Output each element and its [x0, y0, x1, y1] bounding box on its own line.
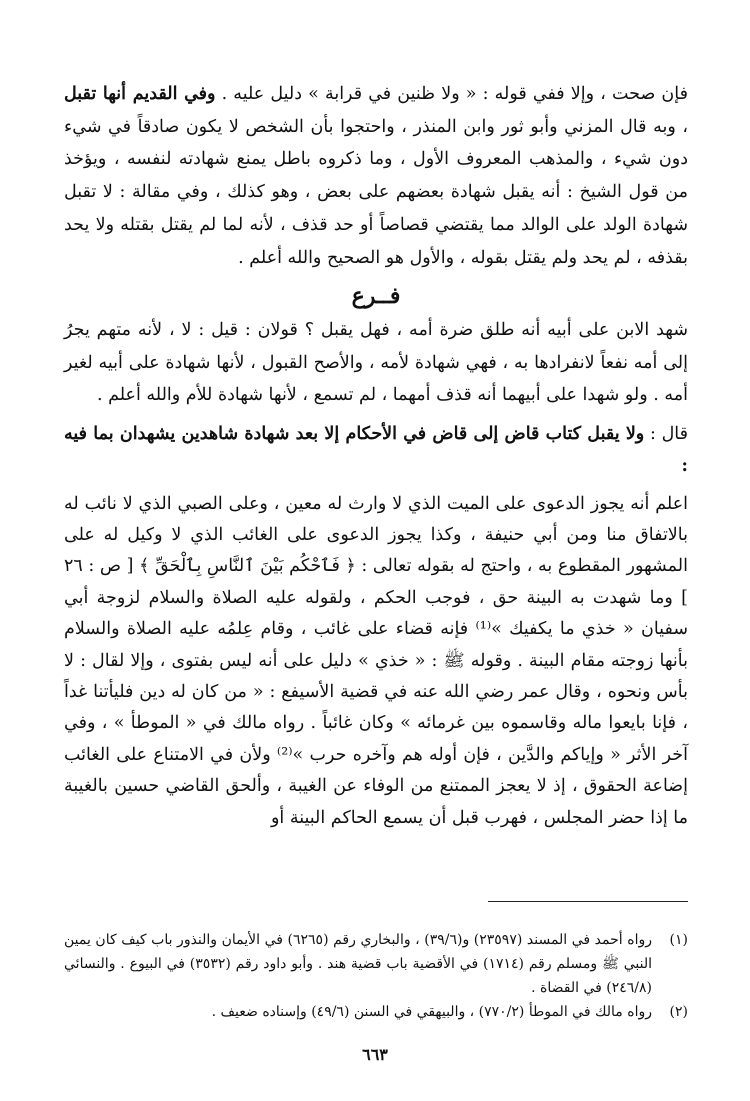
footnotes: [64, 928, 688, 1024]
page-body: [64, 78, 688, 1078]
footnote-1-number: (١): [669, 932, 688, 948]
page-number: ٦٦٣: [362, 1045, 388, 1064]
paragraph-3-bold: ولا يقبل كتاب قاض إلى قاض في الأحكام إلا بعد شهادة شاهدين يشهدان بما فيه :: [64, 423, 688, 477]
paragraph-1-bold: وفي القديم أنها تقبل: [64, 84, 216, 104]
footnote-divider: [488, 901, 688, 902]
section-heading: فــرع: [351, 283, 401, 310]
footnote-2-number: (٢): [669, 1004, 688, 1020]
paragraph-3-lead: قال :: [644, 423, 688, 444]
paragraph-2: شهد الابن على أبيه أنه طلق ضرة أمه ، فهل يقبل ؟ قولان : قيل : لا ، لأنه متهم يجرُ إلى أمه نفعاً لانفرادها به ، فهي شهادة لأمه ، والأصح القبول ، لأنها شهادة على أبيه لغير أمه . ولو شهدا على أبيهما أنه قذف أمهما ، لم تسمع ، لأنها شهادة للأم والله أعلم .: [64, 320, 688, 406]
paragraph-1-lead: فإن صحت ، وإلا ففي قوله : « ولا ظنين في قرابة » دليل عليه .: [215, 84, 688, 104]
paragraph-1: [64, 78, 688, 274]
footnote-1: [64, 928, 688, 1000]
footnote-2-text: رواه مالك في الموطأ (٧٧٠/٢) ، والبيهقي في السنن (٤٩/٦) وإسناده ضعيف .: [211, 1004, 652, 1020]
paragraph-4: اعلم أنه يجوز الدعوى على الميت الذي لا وارث له معين ، وعلى الصبي الذي لا نائب له بالاتفاق منا ومن أبي حنيفة ، وكذا يجوز الدعوى على الغائب الذي لا وكيل له على المشهور المقطوع به ، واحتج له بقوله تعالى : ﴿ فَٱحْكُم بَيْنَ ٱلنَّاسِ بِٱلْحَقِّ ﴾ [ ص : ٢٦ ] وما شهدت به البينة حق ، فوجب الحكم ، ولقوله عليه الصلاة والسلام لزوجة أبي سفيان « خذي ما يكفيك »⁽¹⁾ فإنه قضاء على غائب ، وقام عِلمُه عليه الصلاة والسلام بأنها زوجته مقام البينة . وقوله ﷺ : « خذي » دليل على أنه ليس بفتوى ، وإلا لقال : لا بأس ونحوه ، وقال عمر رضي الله عنه في قضية الأسيفع : « من كان له دين فليأتنا غداً ، فإنا بايعوا ماله وقاسموه بين غرمائه » وكان غائباً . رواه مالك في « الموطأ » ، وفي آخر الأثر « وإياكم والدَّين ، فإن أوله هم وآخره حرب »⁽²⁾ ولأن في الامتناع على الغائب إضاعة الحقوق ، إذ لا يعجز الممتنع من الوفاء عن الغيبة ، وألحق القاضي حسين بالغيبة ما إذا حضر المجلس ، فهرب قبل أن يسمع الحاكم البينة أو: [64, 493, 688, 828]
paragraph-3: [64, 418, 688, 483]
footnote-2: [64, 1000, 688, 1024]
footnote-1-text: رواه أحمد في المسند (٢٣٥٩٧) و(٣٩/٦) ، والبخاري رقم (٦٢٦٥) في الأيمان والنذور باب كيف كان يمين النبي ﷺ ومسلم رقم (١٧١٤) في الأقضية باب قضية هند . وأبو داود رقم (٣٥٣٢) في البيوع . والنسائي (٢٤٦/٨) في القضاة .: [64, 932, 652, 996]
paragraph-1-rest: ، وبه قال المزني وأبو ثور وابن المنذر ، واحتجوا بأن الشخص لا يكون صادقاً في شيء دون شيء ، والمذهب المعروف الأول ، وما ذكروه باطل يمنع شهادته لنفسه ، ويؤخذ من قول الشيخ : أنه يقبل شهادة بعضهم على بعض ، وهو كذلك ، وفي مقالة : لا تقبل شهادة الولد على الوالد مما يقتضي قصاصاً أو حد قذف ، لأنه لما لم يقتل بقتله ولا يحد بقذفه ، لم يحد ولم يقتل بقوله ، والأول هو الصحيح والله أعلم .: [64, 116, 688, 268]
